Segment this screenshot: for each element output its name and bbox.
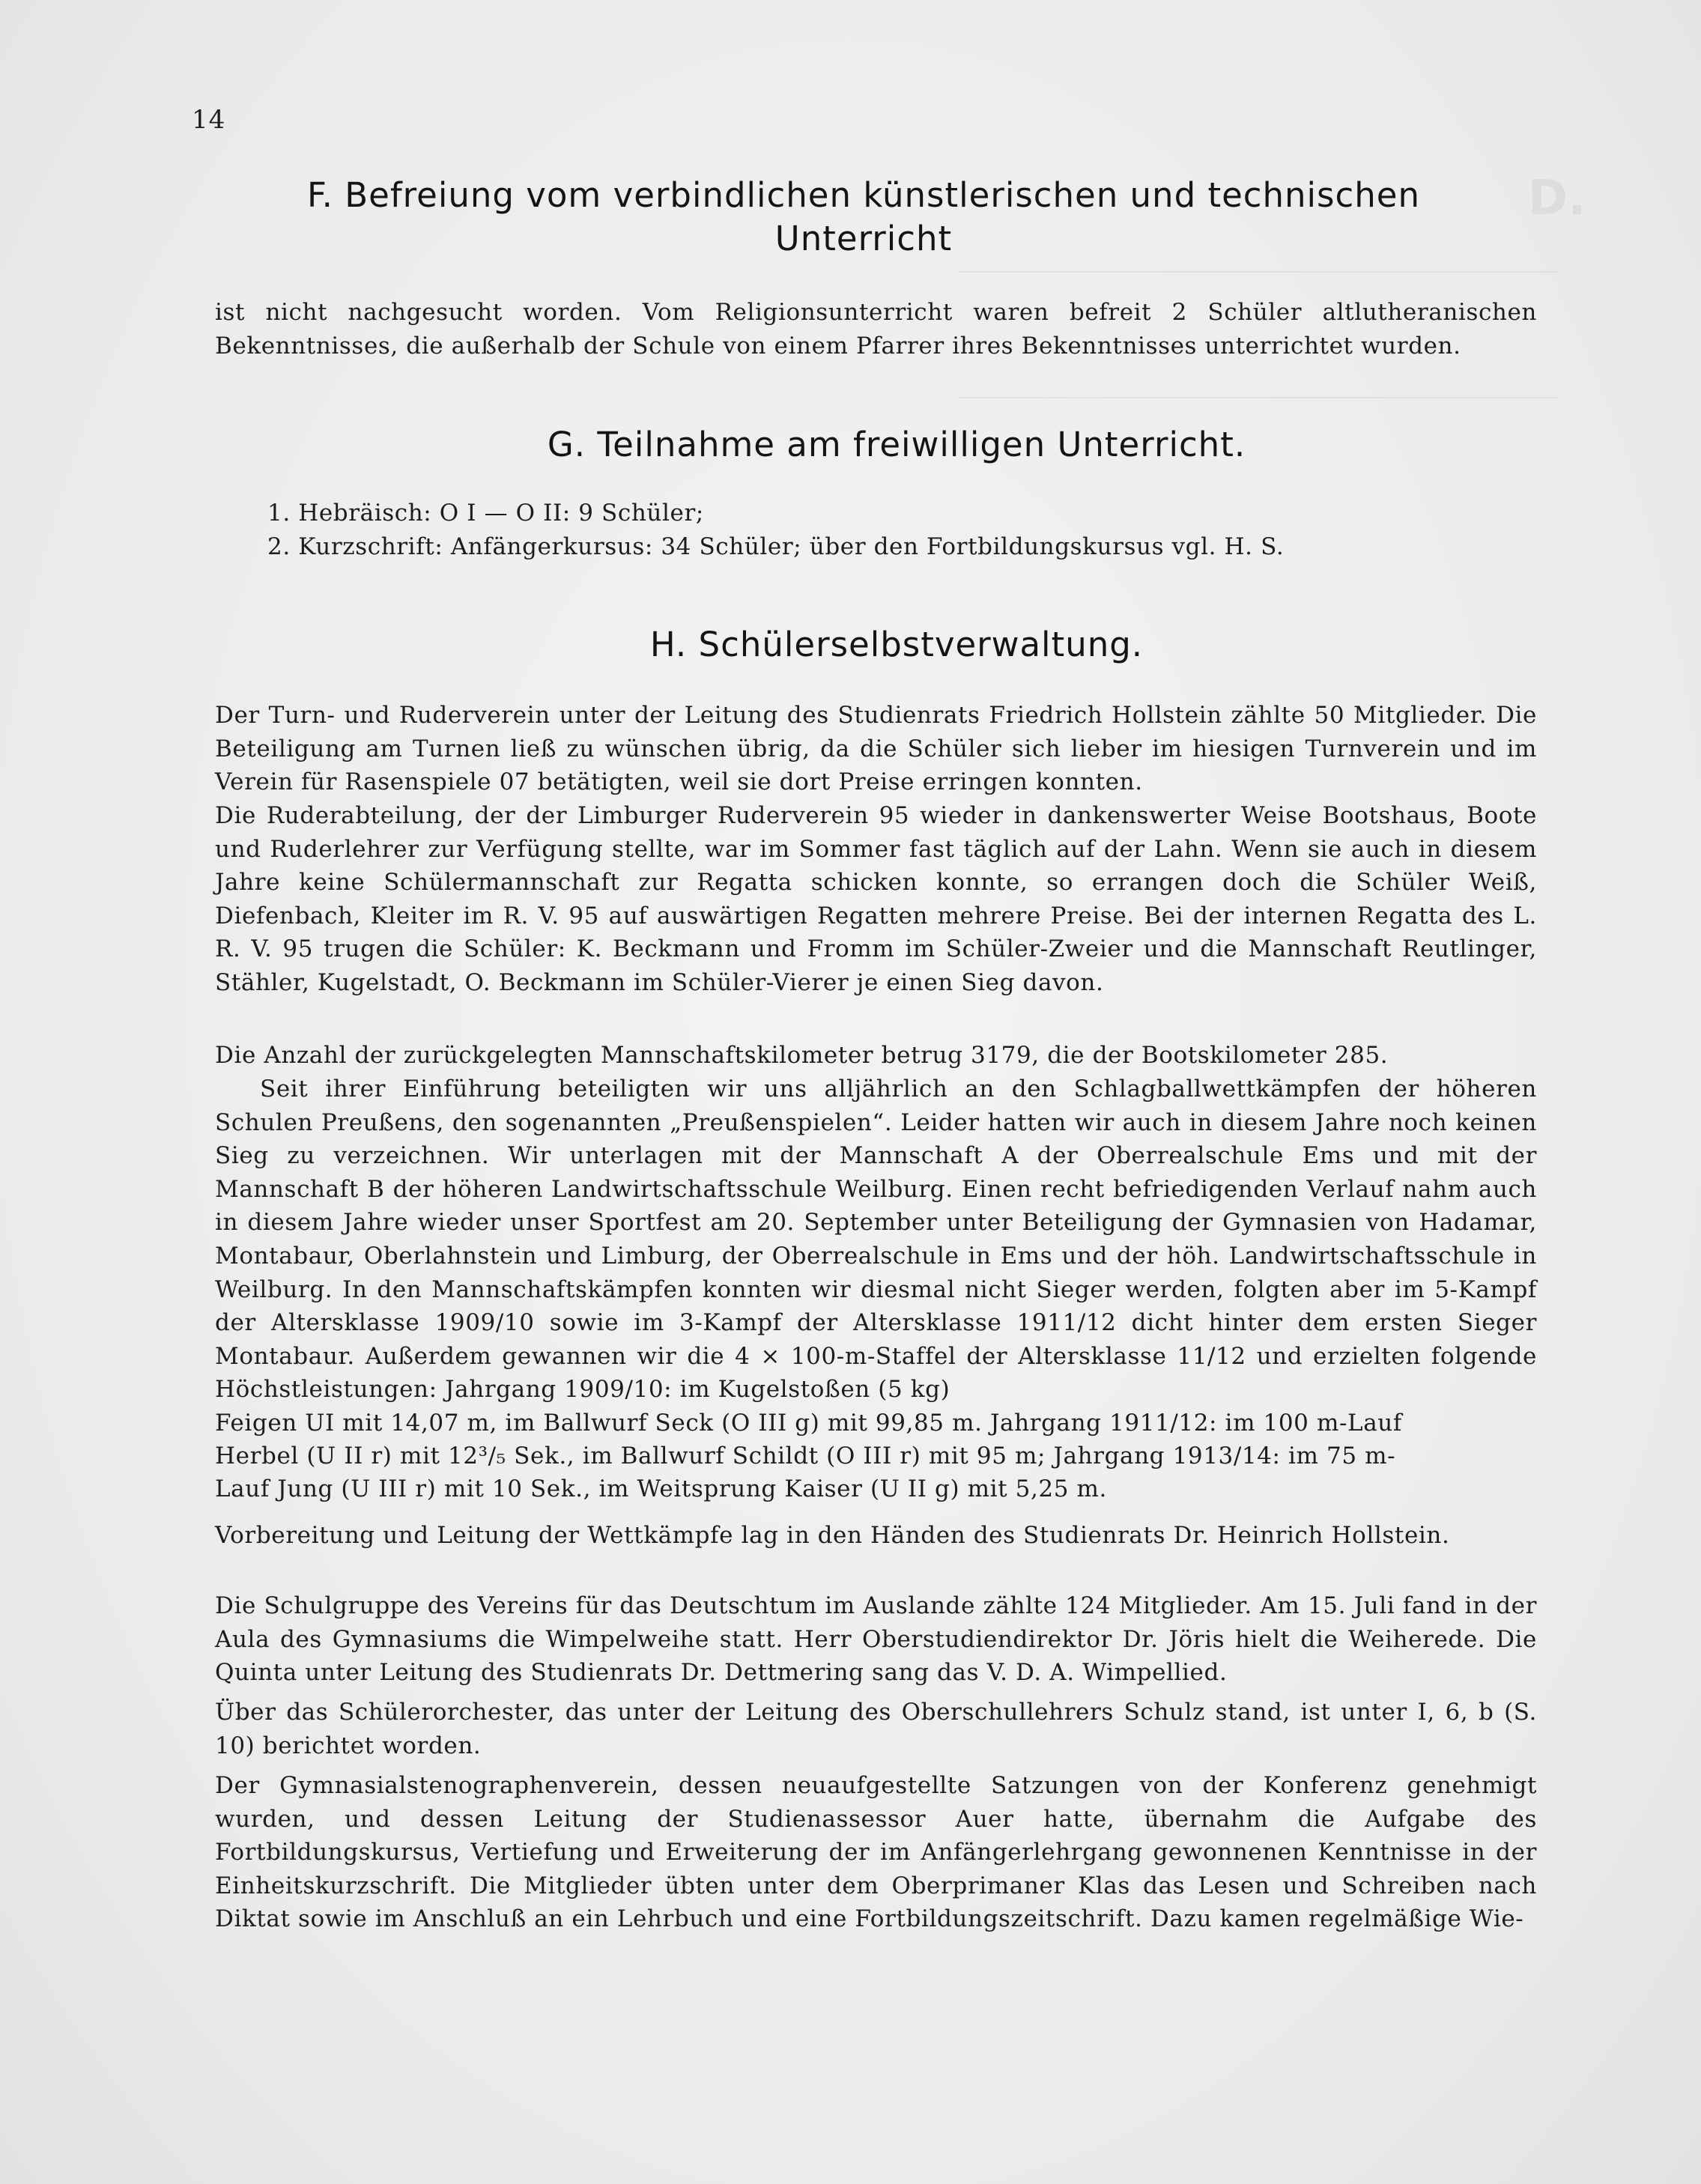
section-f-heading-line1: F. Befreiung vom verbindlichen künstlerischen und technischen bbox=[307, 175, 1420, 215]
section-h-paragraph-1: Der Turn- und Ruderverein unter der Leitung des Studienrats Friedrich Hollstein zählte 50 Mitglieder. Die Beteiligung am Turnen ließ zu wünschen übrig, da die Schüler sich lieber im hiesigen Turnverein und im Verein für Rasenspiele 07 betätigten, weil sie dort Preise erringen konnten. bbox=[215, 702, 1537, 796]
section-h-paragraph-5: Vorbereitung und Leitung der Wettkämpfe lag in den Händen des Studienrats Dr. Heinrich Hollstein. bbox=[215, 1522, 1450, 1549]
section-h-paragraph-7: Über das Schülerorchester, das unter der Leitung des Oberschullehrers Schulz stand, ist unter I, 6, b (S. 10) berichtet worden. bbox=[215, 1699, 1537, 1759]
page-number: 14 bbox=[192, 105, 226, 135]
section-h-paragraph-4: Seit ihrer Einführung beteiligten wir uns alljährlich an den Schlagballwettkämpfen der höheren Schulen Preußens, den sogenannten „Preußenspielen“. Leider hatten wir auch in diesem Jahre noch keinen Sieg zu verzeichnen. Wir unterlagen mit der Mannschaft A der Oberrealschule Ems und mit der Mannschaft B der höheren Landwirtschaftsschule Weilburg. Einen recht befriedigenden Verlauf nahm auch in diesem Jahre wieder unser Sportfest am 20. September unter Beteiligung der Gymnasien von Hadamar, Montabaur, Oberlahnstein und Limburg, der Oberrealschule in Ems und der höh. Landwirtschaftsschule in Weilburg. In den Mannschaftskämpfen konnten wir diesmal nicht Sieger werden, folgten aber im 5-Kampf der Altersklasse 1909/10 sowie im 3-Kampf der Altersklasse 1911/12 dicht hinter dem ersten Sieger Montabaur. Außerdem gewannen wir die 4 × 100-m-Staffel der Altersklasse 11/12 und erzielten folgende Höchstleistungen: Jahrgang 1909/10: im Kugelstoßen (5 kg) bbox=[215, 1076, 1537, 1404]
section-f-heading-line2: Unterricht bbox=[774, 219, 953, 258]
section-h-results-line-3: Lauf Jung (U III r) mit 10 Sek., im Weitsprung Kaiser (U II g) mit 5,25 m. bbox=[215, 1475, 1107, 1502]
section-h-results-line-1: Feigen UI mit 14,07 m, im Ballwurf Seck (O III g) mit 99,85 m. Jahrgang 1911/12: im 100 m-Lauf bbox=[215, 1410, 1402, 1437]
bleed-through-rule bbox=[959, 271, 1558, 273]
section-h-paragraph-3: Die Anzahl der zurückgelegten Mannschaftskilometer betrug 3179, die der Bootskilometer 285. bbox=[215, 1042, 1389, 1069]
section-f-paragraph: ist nicht nachgesucht worden. Vom Religionsunterricht waren befreit 2 Schüler altlutheranischen Bekenntnisses, die außerhalb der Schule von einem Pfarrer ihres Bekenntnisses unterrichtet wurden. bbox=[215, 299, 1537, 360]
section-h-heading: H. Schülerselbstverwaltung. bbox=[649, 625, 1144, 664]
section-h-paragraph-2: Die Ruderabteilung, der der Limburger Ruderverein 95 wieder in dankenswerter Weise Bootshaus, Boote und Ruderlehrer zur Verfügung stellte, war im Sommer fast täglich auf der Lahn. Wenn sie auch in diesem Jahre keine Schülermannschaft zur Regatta schicken konnte, so errangen doch die Schüler Weiß, Diefenbach, Kleiter im R. V. 95 auf auswärtigen Regatten mehrere Preise. Bei der internen Regatta des L. R. V. 95 trugen die Schüler: K. Beckmann und Fromm im Schüler-Zweier und die Mannschaft Reutlinger, Stähler, Kugelstadt, O. Beckmann im Schüler-Vierer je einen Sieg davon. bbox=[215, 802, 1537, 996]
section-f-heading bbox=[192, 174, 1535, 261]
section-g-heading: G. Teilnahme am freiwilligen Unterricht. bbox=[547, 425, 1246, 464]
section-g-item-2: 2. Kurzschrift: Anfängerkursus: 34 Schüler; über den Fortbildungskursus vgl. H. S. bbox=[267, 533, 1285, 560]
bleed-through-rule bbox=[959, 397, 1558, 398]
section-h-paragraph-6: Die Schulgruppe des Vereins für das Deutschtum im Auslande zählte 124 Mitglieder. Am 15. Juli fand in der Aula des Gymnasiums die Wimpelweihe statt. Herr Oberstudiendirektor Dr. Jöris hielt die Weiherede. Die Quinta unter Leitung des Studienrats Dr. Dettmering sang das V. D. A. Wimpellied. bbox=[215, 1592, 1537, 1687]
section-h-paragraph-8: Der Gymnasialstenographenverein, dessen neuaufgestellte Satzungen von der Konferenz genehmigt wurden, und dessen Leitung der Studienassessor Auer hatte, übernahm die Aufgabe des Fortbildungskursus, Vertiefung und Erweiterung der im Anfängerlehrgang gewonnenen Kenntnisse in der Einheitskurzschrift. Die Mitglieder übten unter dem Oberprimaner Klas das Lesen und Schreiben nach Diktat sowie im Anschluß an ein Lehrbuch und eine Fortbildungszeitschrift. Dazu kamen regelmäßige Wie- bbox=[215, 1772, 1537, 1933]
section-g-item-1: 1. Hebräisch: O I — O II: 9 Schüler; bbox=[267, 500, 704, 527]
section-h-results-line-2: Herbel (U II r) mit 12³/₅ Sek., im Ballwurf Schildt (O III r) mit 95 m; Jahrgang 1913/14: im 75 m- bbox=[215, 1443, 1396, 1469]
bleed-through-heading: D. bbox=[1528, 171, 1586, 226]
